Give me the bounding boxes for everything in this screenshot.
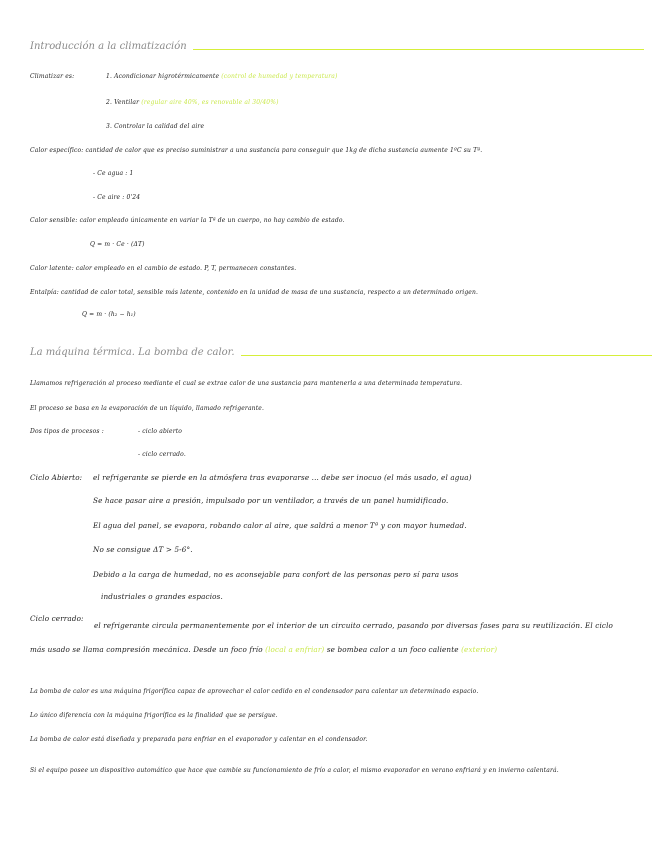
abierto-line-1: el refrigerante se pierde en la atmósfera tras evaporarse ... debe ser inocuo (el más usado, el agua) <box>93 473 472 482</box>
entalpia: Entalpía: cantidad de calor total, sensible más latente, contenido en la unidad de masa de una sustancia, respecto a un determinado origen. <box>30 289 479 296</box>
bomba-paragraph-1: La bomba de calor es una máquina frigorífica capaz de aprovechar el calor cedido en el condensador para calentar un determinado espacio. <box>30 688 479 695</box>
tipo-item-1: - ciclo abierto <box>138 428 183 435</box>
tipo-item-2: - ciclo cerrado. <box>138 451 186 458</box>
green-note: (exterior) <box>461 645 498 654</box>
proceso-paragraph: El proceso se basa en la evaporación de un líquido, llamado refrigerante. <box>30 405 265 412</box>
calor-especifico: Calor específico: cantidad de calor que es preciso suministrar a una sustancia para conseguir que 1kg de dicha sustancia aumente 1ºC su Tª. <box>30 147 483 154</box>
green-note: (regular aire 40%, es renovable al 30/40%) <box>141 99 279 106</box>
abierto-line-4: No se consigue ΔT > 5-6°. <box>93 545 193 554</box>
refrigeracion-paragraph: Llamamos refrigeración al proceso mediante el cual se extrae calor de una sustancia para mantenerla a una determinada temperatura. <box>30 380 463 387</box>
ciclo-cerrado-label: Ciclo cerrado: <box>30 614 84 623</box>
bomba-paragraph-2: Lo único diferencia con la máquina frigorífica es la finalidad que se persigue. <box>30 712 278 719</box>
climatizar-label: Climatizar es: <box>30 73 75 80</box>
climatizar-item-2 <box>106 99 279 107</box>
item-text: 1. Acondicionar higrotérmicamente <box>106 73 220 80</box>
section-title: Introducción a la climatización <box>30 41 187 52</box>
formula-entalpia: Q = m · (h₂ − h₁) <box>82 311 136 318</box>
climatizar-item-1 <box>106 73 338 81</box>
bomba-paragraph-3: La bomba de calor está diseñada y preparada para enfriar en el evaporador y calentar en el condensador. <box>30 736 368 743</box>
title-underline <box>241 355 652 356</box>
calor-sensible: Calor sensible: calor empleado únicamente en variar la Tª de un cuerpo, no hay cambio de estado. <box>30 217 345 224</box>
bomba-paragraph-4: Si el equipo posee un dispositivo automático que hace que cambie su funcionamiento de frío a calor, el mismo evaporador en verano enfriará y en invierno calentará. <box>30 767 559 774</box>
section-heading-intro <box>30 41 644 52</box>
section-title: La máquina térmica. La bomba de calor. <box>30 347 235 358</box>
tipos-label: Dos tipos de procesos : <box>30 428 104 435</box>
abierto-line-3: El agua del panel, se evapora, robando calor al aire, que saldrá a menor Tª y con mayor humedad. <box>93 521 467 530</box>
abierto-line-6: industriales o grandes espacios. <box>101 592 223 601</box>
title-underline <box>193 49 644 50</box>
climatizar-item-3: 3. Controlar la calidad del aire <box>106 123 205 130</box>
green-note: (local a enfriar) <box>265 645 325 654</box>
ce-agua: - Ce agua : 1 <box>93 170 134 177</box>
abierto-line-2: Se hace pasar aire a presión, impulsado por un ventilador, a través de un panel humidificado. <box>93 496 449 505</box>
ciclo-abierto-label: Ciclo Abierto: <box>30 473 83 482</box>
item-text: 2. Ventilar <box>106 99 140 106</box>
cerrado-text-b: se bombea calor a un foco caliente <box>324 645 462 654</box>
formula-sensible: Q = m · Ce · (ΔT) <box>90 241 145 248</box>
section-heading-maquina <box>30 347 652 358</box>
ce-aire: - Ce aire : 0'24 <box>93 194 141 201</box>
green-note: (control de humedad y temperatura) <box>221 73 338 80</box>
abierto-line-5: Debido a la carga de humedad, no es aconsejable para confort de las personas pero sí para usos <box>93 570 459 579</box>
ciclo-cerrado-text <box>30 614 616 662</box>
calor-latente: Calor latente: calor empleado en el cambio de estado. P, T, permanecen constantes. <box>30 265 297 272</box>
cerrado-text-a: el refrigerante circula permanentemente por el interior de un circuito cerrado, pasando por diversas fases para su reutilización. El ciclo más usado se llama compresión mecánica. Desde un foco frío <box>30 621 614 654</box>
